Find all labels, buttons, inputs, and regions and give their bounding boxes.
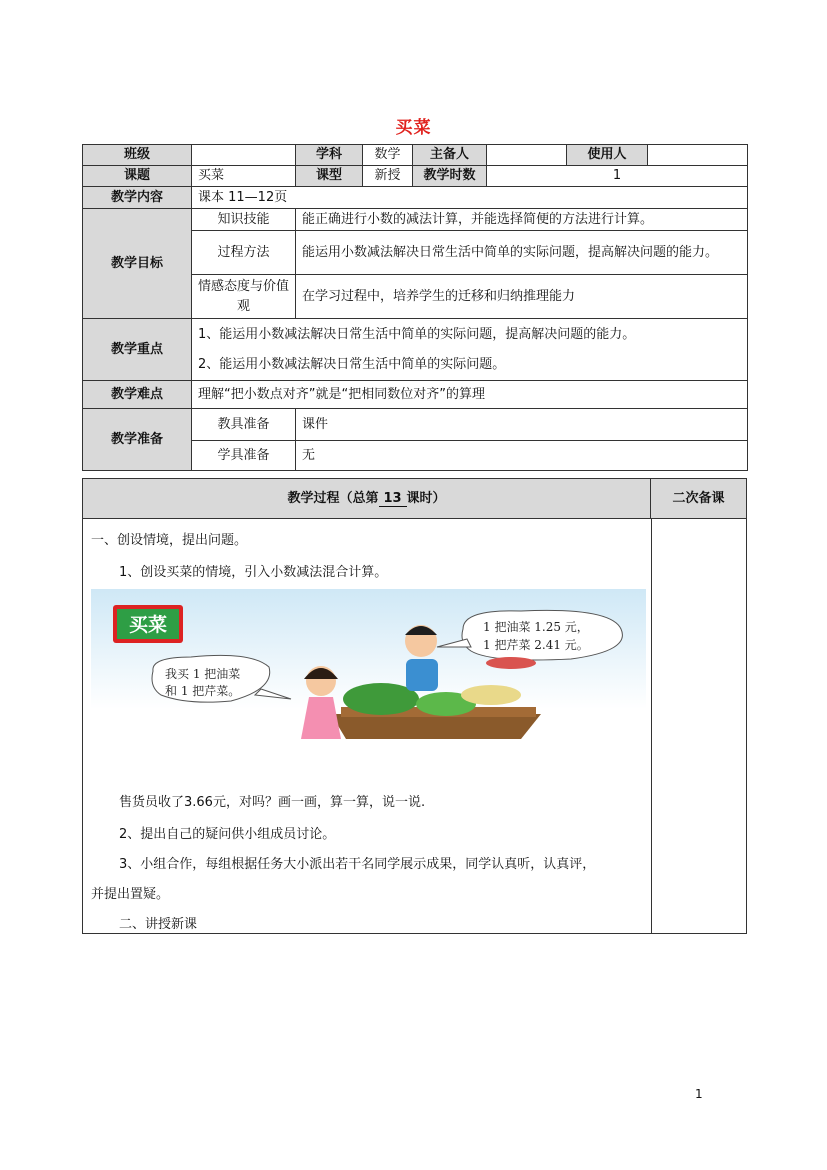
student-prep-label: 学具准备 (192, 441, 296, 471)
subject-value: 数学 (363, 145, 413, 166)
process-line-2: 1、创设买菜的情境，引入小数减法混合计算。 (119, 565, 388, 580)
process-header-suffix: 课时） (406, 491, 446, 506)
market-illustration (91, 589, 646, 749)
hours-value: 1 (487, 166, 748, 187)
user-label: 使用人 (567, 145, 648, 166)
process-line-4: 2、提出自己的疑问供小组成员讨论。 (119, 827, 336, 842)
bubble-right-line-1: 1 把油菜 1.25 元， (483, 620, 589, 634)
key-point-2: 2、能运用小数减法解决日常生活中简单的实际问题。 (198, 356, 506, 372)
topic-value: 买菜 (192, 166, 296, 187)
type-label: 课型 (296, 166, 363, 187)
bubble-left-line-2: 和 1 把芹菜。 (165, 684, 241, 698)
goal-attitude-value: 在学习过程中，培养学生的迁移和归纳推理能力 (296, 275, 748, 319)
subject-label: 学科 (296, 145, 363, 166)
sign-text: 买菜 (128, 614, 168, 636)
class-label: 班级 (83, 145, 192, 166)
student-prep-value: 无 (296, 441, 748, 471)
goal-process-value: 能运用小数减法解决日常生活中简单的实际问题，提高解决问题的能力。 (296, 231, 748, 275)
bubble-right-line-2: 1 把芹菜 2.41 元。 (483, 638, 589, 652)
lesson-count: 13 (379, 492, 407, 507)
preparer-label: 主备人 (413, 145, 487, 166)
column-divider (651, 519, 652, 933)
content-value: 课本 11—12页 (192, 187, 748, 209)
goal-knowledge-label: 知识技能 (192, 209, 296, 231)
process-line-6: 并提出置疑。 (91, 887, 170, 902)
preparer-value (487, 145, 567, 166)
hours-label: 教学时数 (413, 166, 487, 187)
process-line-5: 3、小组合作，每组根据任务大小派出若干名同学展示成果，同学认真听，认真评， (119, 857, 596, 872)
second-prep-header: 二次备课 (651, 479, 746, 519)
process-line-7: 二、讲授新课 (119, 917, 198, 932)
process-line-3: 售货员收了3.66元，对吗？画一画，算一算，说一说. (119, 795, 426, 810)
process-header (83, 479, 651, 519)
topic-label: 课题 (83, 166, 192, 187)
lesson-info-table (82, 144, 748, 471)
goal-process-label: 过程方法 (192, 231, 296, 275)
difficulty-value: 理解“把小数点对齐”就是“把相同数位对齐”的算理 (192, 381, 748, 409)
preparation-label: 教学准备 (83, 409, 192, 471)
type-value: 新授 (363, 166, 413, 187)
key-points-value (192, 319, 748, 381)
page-title: 买菜 (395, 118, 432, 138)
goal-knowledge-value: 能正确进行小数的减法计算，并能选择简便的方法进行计算。 (296, 209, 748, 231)
page-number: 1 (695, 1087, 703, 1101)
process-line-1: 一、创设情境，提出问题。 (91, 533, 248, 548)
key-point-1: 1、能运用小数减法解决日常生活中简单的实际问题，提高解决问题的能力。 (198, 326, 636, 342)
class-value (192, 145, 296, 166)
goals-label: 教学目标 (83, 209, 192, 319)
teacher-prep-value: 课件 (296, 409, 748, 441)
difficulty-label: 教学难点 (83, 381, 192, 409)
bubble-left-line-1: 我买 1 把油菜 (165, 667, 241, 681)
content-label: 教学内容 (83, 187, 192, 209)
user-value (648, 145, 748, 166)
teaching-process-section (82, 478, 747, 934)
process-header-prefix: 教学过程（总第 (287, 491, 379, 506)
goal-attitude-label: 情感态度与价值观 (192, 275, 296, 319)
teacher-prep-label: 教具准备 (192, 409, 296, 441)
key-points-label: 教学重点 (83, 319, 192, 381)
